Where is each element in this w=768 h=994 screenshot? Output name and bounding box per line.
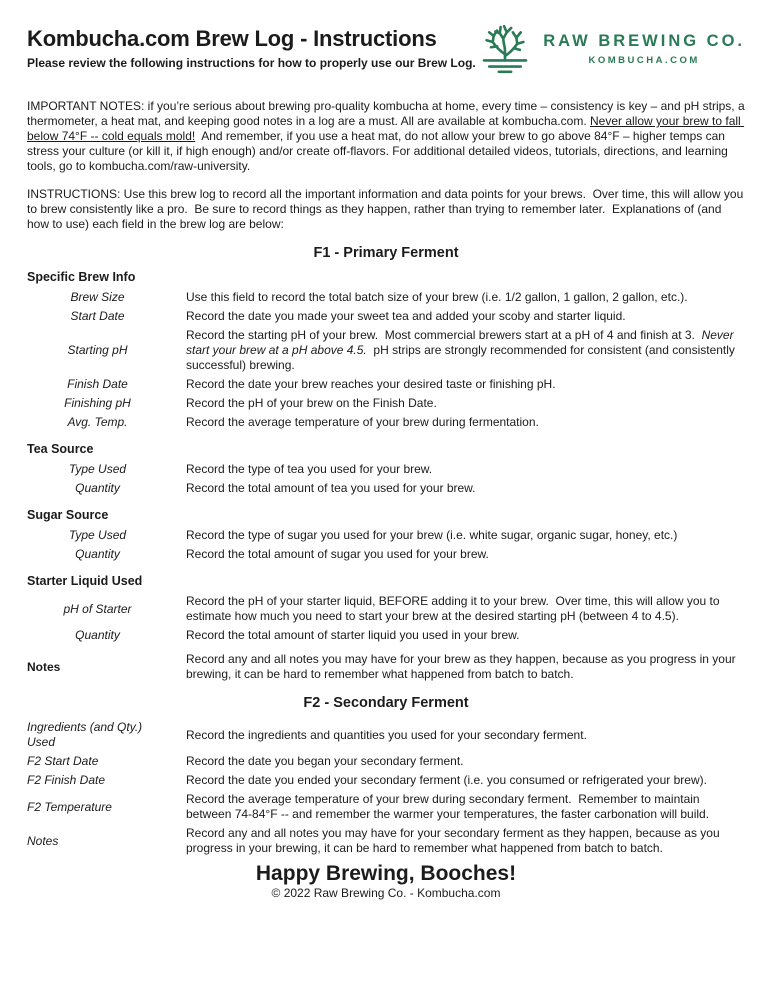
field-label: Quantity <box>75 547 120 561</box>
field-description: Record the type of tea you used for your brew. <box>186 462 433 476</box>
field-row-avg-temp <box>27 415 745 430</box>
brand-logo <box>477 20 745 82</box>
page-subtitle: Please review the following instructions for how to properly use our Brew Log. <box>27 56 476 70</box>
field-row-starter-quantity <box>27 628 745 643</box>
group-title: Specific Brew Info <box>27 270 136 284</box>
field-row-f2-finish-date <box>27 773 745 788</box>
logo-site-url: KOMBUCHA.COM <box>588 55 700 66</box>
field-label: Brew Size <box>70 290 125 304</box>
group-starter-liquid-used <box>27 574 745 643</box>
header <box>27 24 745 82</box>
field-label: Notes <box>27 833 59 848</box>
header-text-block <box>27 24 476 71</box>
field-row-finish-date <box>27 377 745 392</box>
field-label: Finishing pH <box>64 396 131 410</box>
page-title: Kombucha.com Brew Log - Instructions <box>27 26 437 51</box>
field-description: Record the total amount of starter liquid you used in your brew. <box>186 628 520 642</box>
field-row-finishing-ph <box>27 396 745 411</box>
field-row-brew-size <box>27 290 745 305</box>
f2-section-heading: F2 - Secondary Ferment <box>303 695 469 711</box>
field-label: Notes <box>27 659 61 674</box>
field-row-sugar-type-used <box>27 528 745 543</box>
important-notes-lead: IMPORTANT NOTES: if you’re serious about brewing pro-quality kombucha at home, every time – consistency is key – and pH strips, a thermometer, a heat mat, and keeping good notes in a log are a must. All are available at kombucha.com. <box>27 99 748 128</box>
field-description: Record the total amount of sugar you used for your brew. <box>186 547 489 561</box>
field-description: Use this field to record the total batch size of your brew (i.e. 1/2 gallon, 1 gallon, 2 gallon, etc.). <box>186 290 688 304</box>
field-label: Finish Date <box>67 377 128 391</box>
important-notes-paragraph <box>27 99 748 174</box>
description-rest: pH strips are strongly recommended for consistent (and consistently successful) brewing. <box>186 343 739 372</box>
group-sugar-source <box>27 508 745 562</box>
description-lead: Record the starting pH of your brew. Most commercial brewers start at a pH of 4 and finish at 3. <box>186 328 702 342</box>
field-row-f2-notes <box>27 826 745 856</box>
group-title: Tea Source <box>27 442 94 456</box>
f1-section-heading: F1 - Primary Ferment <box>313 245 459 261</box>
field-label: Starting pH <box>67 343 128 357</box>
field-description: Record the date you began your secondary ferment. <box>186 754 464 768</box>
field-row-f2-start-date <box>27 754 745 769</box>
closing-message: Happy Brewing, Booches! <box>255 862 517 885</box>
group-title: Sugar Source <box>27 508 109 522</box>
field-row-ph-of-starter <box>27 594 745 624</box>
field-row-f2-ingredients <box>27 720 745 750</box>
field-description: Record any and all notes you may have for your brew as they happen, because as you progress in your brewing, it can be hard to remember what happened from batch to batch. <box>186 652 739 681</box>
field-label: F2 Finish Date <box>27 773 106 787</box>
field-description: Record the date you made your sweet tea and added your scoby and starter liquid. <box>186 309 626 323</box>
field-row-start-date <box>27 309 745 324</box>
important-notes-rest: And remember, if you use a heat mat, do not allow your brew to go above 84°F – higher temps can stress your culture (or kill it, if high enough) and/or create off-flavors. For additional detailed videos, tutorials, directions, and learning tools, go to kombucha.com/raw-university. <box>27 129 732 173</box>
field-row-starting-ph <box>27 328 745 373</box>
field-label: Type Used <box>68 528 127 542</box>
field-label: F2 Temperature <box>27 799 112 814</box>
field-label: Ingredients (and Qty.) Used <box>27 720 143 749</box>
field-description: Record any and all notes you may have for your secondary ferment as they happen, because as you progress in your brewing, it can be hard to remember what happened from batch to batch. <box>186 826 723 855</box>
group-specific-brew-info <box>27 270 745 430</box>
logo-brand-name: RAW BREWING CO. <box>543 32 745 50</box>
field-row-sugar-quantity <box>27 547 745 562</box>
tree-icon <box>477 20 533 82</box>
field-label: pH of Starter <box>63 601 132 616</box>
field-label: Quantity <box>75 628 120 642</box>
field-description <box>186 328 745 373</box>
field-row-f1-notes <box>27 652 745 682</box>
field-row-tea-type-used <box>27 462 745 477</box>
group-title: Starter Liquid Used <box>27 574 143 588</box>
field-description: Record the pH of your starter liquid, BEFORE adding it to your brew. Over time, this will allow you to estimate how much you need to start your brew at the desired starting pH (between 4 to 4.5). <box>186 594 723 623</box>
field-row-f2-temperature <box>27 792 745 822</box>
field-description: Record the average temperature of your brew during fermentation. <box>186 415 539 429</box>
field-label: Quantity <box>75 481 120 495</box>
logo-text <box>543 34 745 68</box>
field-label: Avg. Temp. <box>67 415 128 429</box>
instructions-paragraph: INSTRUCTIONS: Use this brew log to record all the important information and data points for your brews. Over time, this will allow you to brew consistently like a pro. Be sure to record things as they happen, rather than trying to remember later. Explanations of (and how to use) each field in the brew log are below: <box>27 187 747 231</box>
field-label: Type Used <box>68 462 127 476</box>
field-row-tea-quantity <box>27 481 745 496</box>
field-label: Start Date <box>70 309 125 323</box>
field-description: Record the pH of your brew on the Finish Date. <box>186 396 437 410</box>
field-description: Record the average temperature of your brew during secondary ferment. Remember to maintain between 74-84°F -- and remember the warmer your temperatures, the faster carbonation will build. <box>186 792 710 821</box>
copyright-line: © 2022 Raw Brewing Co. - Kombucha.com <box>271 886 501 900</box>
important-notes-underlined-warning: Never allow your brew to fall below 74°F -- cold equals mold! <box>27 114 745 143</box>
field-label: F2 Start Date <box>27 754 99 768</box>
field-description: Record the date you ended your secondary ferment (i.e. you consumed or refrigerated your brew). <box>186 773 707 787</box>
field-description: Record the date your brew reaches your desired taste or finishing pH. <box>186 377 556 391</box>
field-description: Record the ingredients and quantities you used for your secondary ferment. <box>186 727 587 742</box>
field-description: Record the total amount of tea you used for your brew. <box>186 481 476 495</box>
field-description: Record the type of sugar you used for your brew (i.e. white sugar, organic sugar, honey, etc.) <box>186 528 678 542</box>
description-italic-warning: Never start your brew at a pH above 4.5. <box>186 328 737 357</box>
group-tea-source <box>27 442 745 496</box>
